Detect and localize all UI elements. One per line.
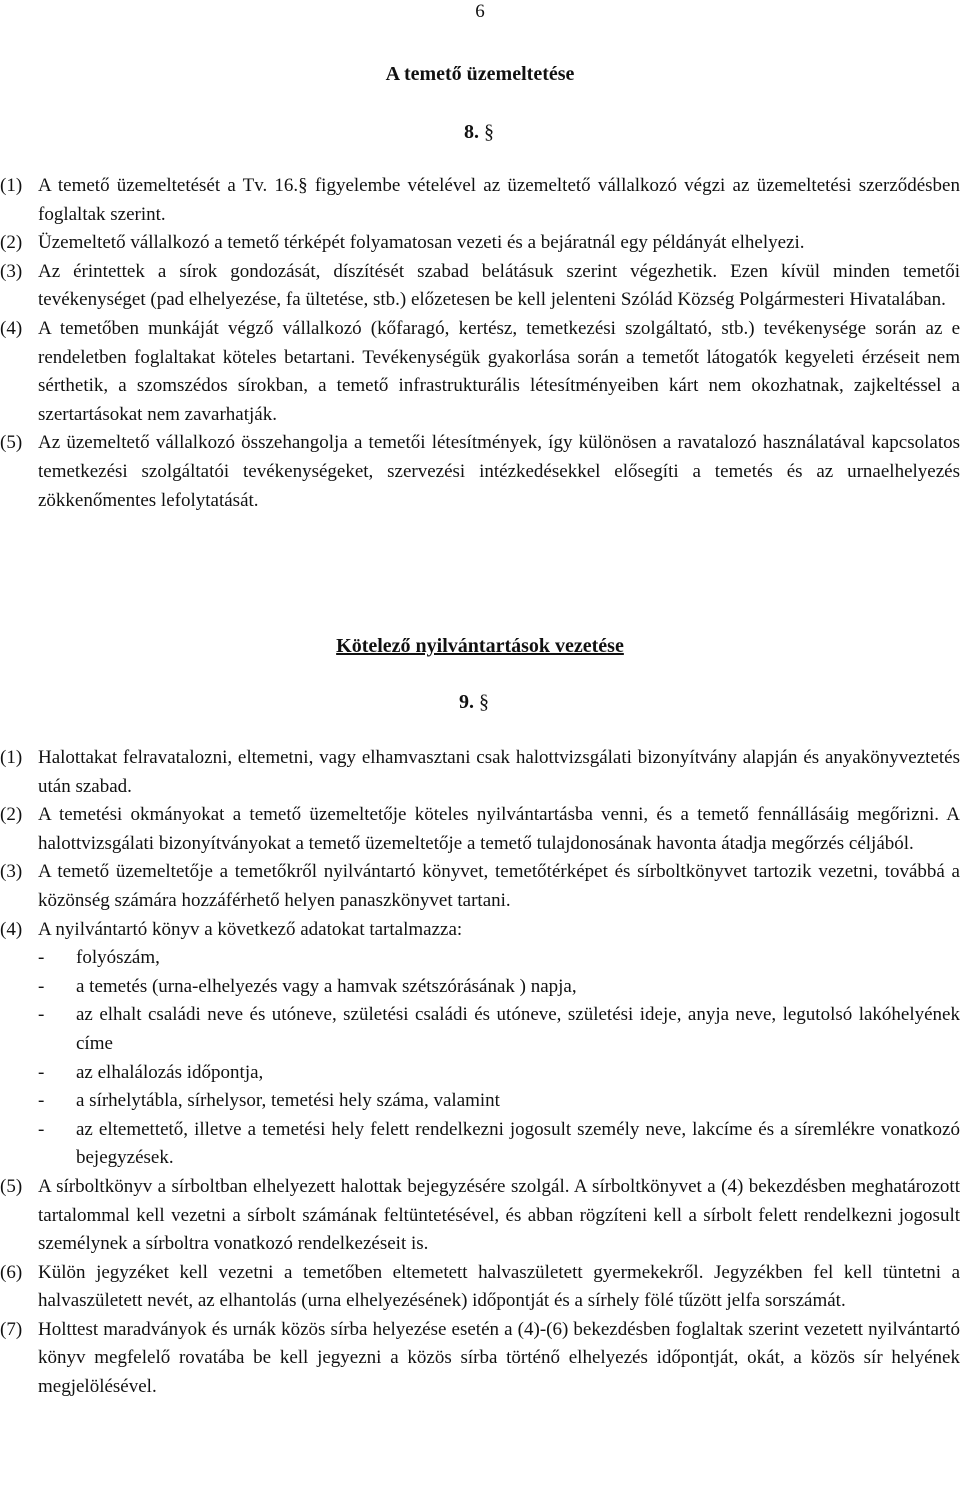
paragraph-text: Az érintettek a sírok gondozását, díszítését szabad belátásuk szerint végezhetik. Ezen kívül minden temetői tevékenységet (pad elhelyezése, fa ültetése, stb.) előzetesen be kell jelenteni Szólád Község Polgármesteri Hivatalában. <box>38 260 960 311</box>
paragraph-text: Holttest maradványok és urnák közös sírba helyezése esetén a (4)-(6) bekezdésben foglaltak szerint vezetett nyilvántartó könyv megfelelő rovatába be kell jegyezni a közös sírba történő elhelyezés időpontját, okát, a közös sír helyének megjelölésével. <box>38 1318 960 1398</box>
paragraph-number: (3) <box>0 861 23 883</box>
list-item-text: folyószám, <box>76 947 160 969</box>
section-sign: § <box>484 121 494 143</box>
paragraph-number: (2) <box>0 804 23 826</box>
page-number: 6 <box>475 1 485 22</box>
paragraph-number: (3) <box>0 260 23 282</box>
section-9-body <box>0 744 960 1402</box>
paragraph-number: (2) <box>0 232 23 254</box>
paragraph-text: A nyilvántartó könyv a következő adatokat tartalmazza: <box>38 918 463 940</box>
paragraph-number: (5) <box>0 432 23 454</box>
list-dash: - <box>38 1004 45 1026</box>
paragraph <box>0 315 960 429</box>
list-item <box>38 1087 960 1116</box>
list-dash: - <box>38 975 45 997</box>
list-item <box>38 973 960 1002</box>
paragraph-number: (1) <box>0 747 23 768</box>
list-item <box>38 1001 960 1058</box>
paragraph-number: (6) <box>0 1261 23 1283</box>
list-item-text: az elhalt családi neve és utóneve, születési családi és utóneve, születési ideje, anyja neve, legutolsó lakóhelyének címe <box>76 1004 960 1054</box>
paragraph-number: (1) <box>0 175 23 196</box>
section-8-heading: A temető üzemeltetése <box>385 63 575 85</box>
paragraph <box>0 801 960 858</box>
list-item <box>38 1116 960 1173</box>
paragraph-number: (7) <box>0 1318 23 1340</box>
paragraph-text: A temető üzemeltetője a temetőkről nyilvántartó könyvet, temetőtérképet és sírboltkönyvet tartozik vezetni, továbbá a közönség számára hozzáférhető helyen panaszkönyvet tartani. <box>38 861 960 911</box>
paragraph <box>0 429 960 515</box>
paragraph <box>0 1316 960 1402</box>
list-dash: - <box>38 1090 45 1112</box>
paragraph-number: (4) <box>0 317 23 339</box>
section-8-body <box>0 172 960 515</box>
section-8-number <box>464 118 494 146</box>
list-dash: - <box>38 1061 45 1083</box>
paragraph <box>0 916 960 945</box>
list-item-text: a sírhelytábla, sírhelysor, temetési hely száma, valamint <box>76 1090 500 1112</box>
list-item-text: a temetés (urna-elhelyezés vagy a hamvak szétszórásának ) napja, <box>76 975 577 997</box>
list-dash: - <box>38 947 45 969</box>
data-items-list <box>0 944 960 1173</box>
paragraph <box>0 1173 960 1259</box>
paragraph-text: Halottakat felravatalozni, eltemetni, vagy elhamvasztani csak halottvizsgálati bizonyítvány alapján és anyakönyveztetés után szabad. <box>38 747 960 797</box>
section-9-number <box>459 688 489 716</box>
paragraph-text: Külön jegyzéket kell vezetni a temetőben eltemetett halvaszületett gyermekekről. Jegyzékben fel kell tüntetni a halvaszületett nevét, az elhantolás (urna elhelyezésének) időpontját és a sírhely fölé tűzött jelfa sorszámát. <box>38 1261 960 1312</box>
paragraph <box>0 858 960 915</box>
paragraph <box>0 1259 960 1316</box>
section-9-heading: Kötelező nyilvántartások vezetése <box>336 635 624 657</box>
list-dash: - <box>38 1118 45 1140</box>
section-9-number-text: 9. <box>459 691 474 713</box>
paragraph-text: A temetőben munkáját végző vállalkozó (kőfaragó, kertész, temetkezési szolgáltató, stb.) tevékenysége során az e rendeletben foglaltakat köteles betartani. Tevékenységük gyakorlása során a temetőt látogatók kegyeleti érzéseit nem sérthetik, a szomszédos sírokban, a temető infrastrukturális létesítményeiben kárt nem okozhatnak, zajkeltéssel a szertartásokat nem zavarhatják. <box>38 317 960 425</box>
paragraph-text: A sírboltkönyv a sírboltban elhelyezett halottak bejegyzésére szolgál. A sírboltkönyvet a (4) bekezdésben meghatározott tartalommal kell vezetni a sírbolt számának feltüntetésével, és abban rögzíteni kell a sírbolt felett rendelkezni jogosult személynek a sírboltra vonatkozó rendelkezéseit is. <box>38 1175 960 1255</box>
list-item <box>38 944 960 973</box>
list-item-text: az eltemettető, illetve a temetési hely felett rendelkezni jogosult személy neve, lakcíme és a síremlékre vonatkozó bejegyzések. <box>76 1118 960 1169</box>
paragraph <box>0 258 960 315</box>
paragraph <box>0 172 960 229</box>
paragraph-text: Az üzemeltető vállalkozó összehangolja a temetői létesítmények, így különösen a ravatalozó használatával kapcsolatos temetkezési szolgáltatói tevékenységeket, szervezési intézkedésekkel elősegíti a temetés és az urnaelhelyezés zökkenőmentes lefolytatását. <box>38 432 960 511</box>
paragraph-number: (5) <box>0 1175 23 1197</box>
paragraph-text: A temető üzemeltetését a Tv. 16.§ figyelembe vételével az üzemeltető vállalkozó végzi az üzemeltetési szerződésben foglaltak szerint. <box>38 175 960 225</box>
list-item <box>38 1059 960 1088</box>
section-8-number-text: 8. <box>464 121 479 143</box>
paragraph <box>0 744 960 801</box>
paragraph-text: Üzemeltető vállalkozó a temető térképét folyamatosan vezeti és a bejáratnál egy példányát elhelyezi. <box>38 232 805 254</box>
paragraph-number: (4) <box>0 918 23 940</box>
paragraph <box>0 229 960 258</box>
section-sign: § <box>479 691 489 713</box>
list-item-text: az elhalálozás időpontja, <box>76 1061 264 1083</box>
paragraph-text: A temetési okmányokat a temető üzemeltetője köteles nyilvántartásba venni, és a temető fennállásáig megőrizni. A halottvizsgálati bizonyítványokat a temető üzemeltetője a temető tulajdonosának havonta átadja megőrzés céljából. <box>38 804 960 854</box>
